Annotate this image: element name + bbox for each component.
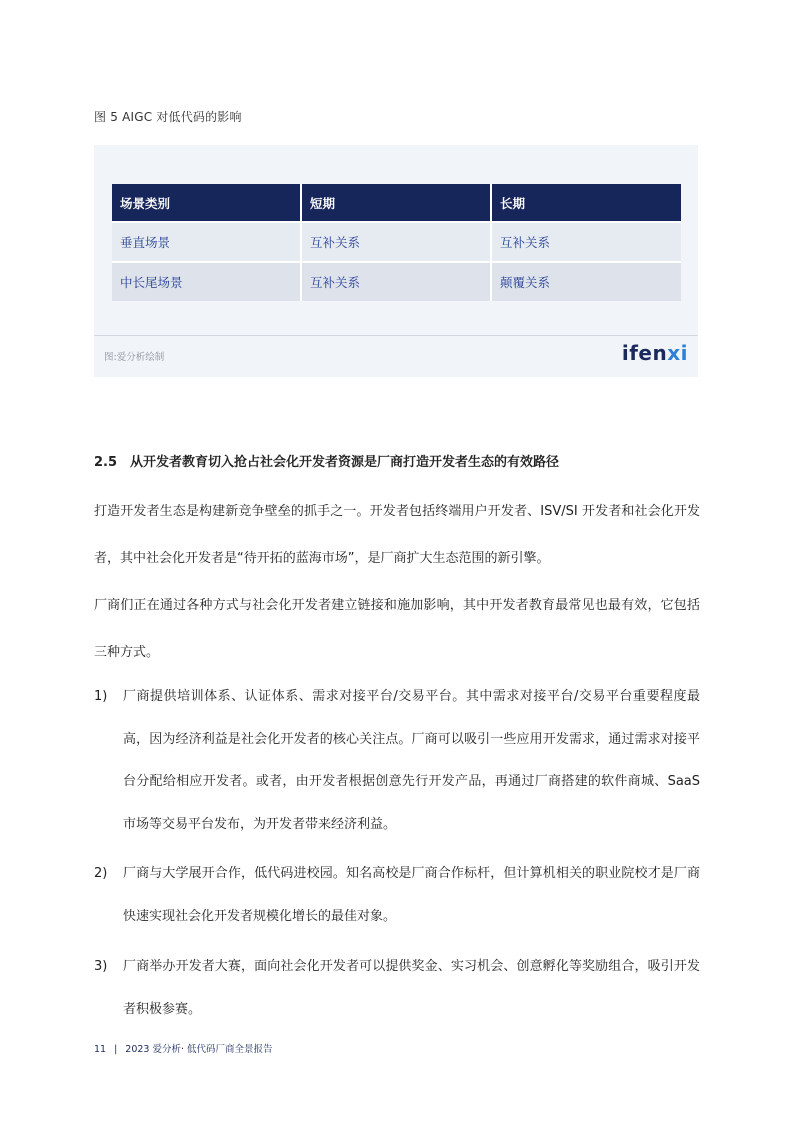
table-cell: 互补关系: [492, 221, 681, 261]
section-heading: [94, 451, 559, 470]
list-item-text: 厂商提供培训体系、认证体系、需求对接平台/交易平台。其中需求对接平台/交易平台重要程度最高，因为经济利益是社会化开发者的核心关注点。厂商可以吸引一些应用开发需求，通过需求对接平台分配给相应开发者。或者，由开发者根据创意先行开发产品，再通过厂商搭建的软件商城、SaaS 市场等交易平台发布，为开发者带来经济利益。: [123, 689, 700, 832]
list-marker: 2): [94, 866, 108, 881]
table-cell: 中长尾场景: [112, 261, 302, 301]
footer-separator: |: [114, 1044, 118, 1055]
section-number: 2.5: [94, 455, 118, 470]
ifenxi-logo: [622, 341, 688, 365]
table-cell: 颠覆关系: [492, 261, 681, 301]
report-title: 2023 爱分析· 低代码厂商全景报告: [125, 1044, 273, 1055]
page-number: 11: [94, 1044, 107, 1055]
table-cell: 互补关系: [302, 261, 492, 301]
table-row: [112, 221, 681, 261]
impact-table: [112, 184, 681, 301]
logo-main: ifen: [621, 341, 668, 365]
logo-accent: xi: [667, 341, 688, 365]
list-item: [94, 676, 700, 846]
list-item: [94, 946, 700, 1031]
table-header-cell: 场景类别: [112, 184, 302, 221]
figure-divider: [94, 335, 698, 336]
section-title: 从开发者教育切入抢占社会化开发者资源是厂商打造开发者生态的有效路径: [130, 455, 560, 470]
list-item-text: 厂商与大学展开合作，低代码进校园。知名高校是厂商合作标杆，但计算机相关的职业院校才是厂商快速实现社会化开发者规模化增长的最佳对象。: [123, 866, 700, 924]
table-cell: 互补关系: [302, 221, 492, 261]
table-header-cell: 短期: [302, 184, 492, 221]
figure-caption: 图 5 AIGC 对低代码的影响: [94, 110, 242, 124]
list-marker: 1): [94, 689, 108, 704]
paragraph: 厂商们正在通过各种方式与社会化开发者建立链接和施加影响，其中开发者教育最常见也最有效，它包括三种方式。: [94, 598, 700, 660]
table-cell: 垂直场景: [112, 221, 302, 261]
figure-source: 图:爱分析绘制: [104, 352, 165, 363]
page-footer: [94, 1041, 273, 1055]
table-row: [112, 261, 681, 301]
list-marker: 3): [94, 959, 108, 974]
list-item-text: 厂商举办开发者大赛，面向社会化开发者可以提供奖金、实习机会、创意孵化等奖励组合，吸引开发者积极参赛。: [123, 959, 700, 1017]
table-header-row: [112, 184, 681, 221]
list-item: [94, 853, 700, 938]
paragraph: 打造开发者生态是构建新竞争壁垒的抓手之一。开发者包括终端用户开发者、ISV/SI 开发者和社会化开发者，其中社会化开发者是“待开拓的蓝海市场”，是厂商扩大生态范围的新引擎。: [94, 504, 700, 566]
figure-box: [94, 145, 698, 377]
table-header-cell: 长期: [492, 184, 681, 221]
